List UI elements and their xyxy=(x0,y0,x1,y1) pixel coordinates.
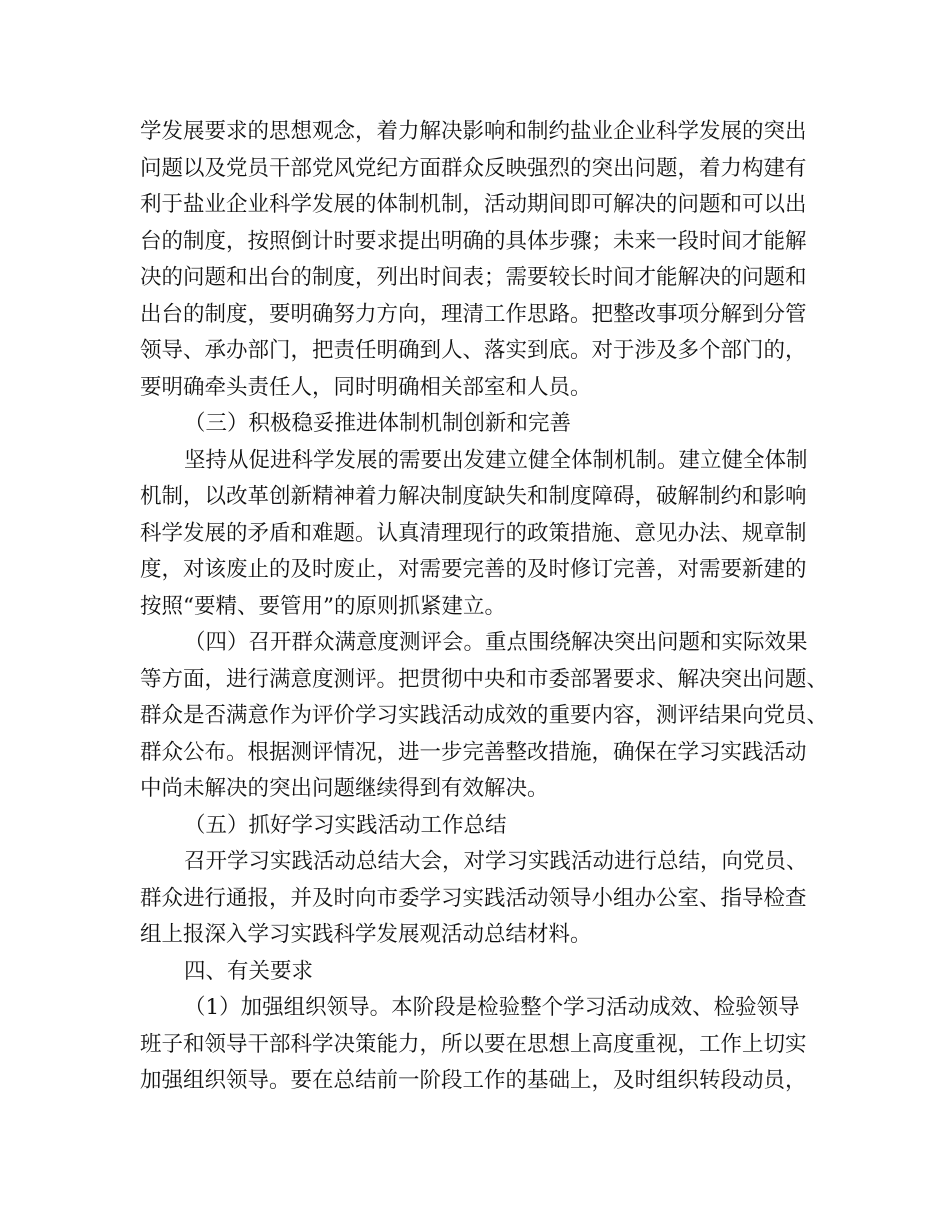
text-line: 领导、承办部门，把责任明确到人、落实到底。对于涉及多个部门的， xyxy=(140,338,807,363)
text-line: 组上报深入学习实践科学发展观活动总结材料。 xyxy=(140,922,592,947)
paragraph-institutions xyxy=(140,443,830,626)
text-line: 问题以及党员干部党风党纪方面群众反映强烈的突出问题，着力构建有 xyxy=(140,155,807,181)
text-line: （四）召开群众满意度测评会。重点围绕解决突出问题和实际效果 xyxy=(184,630,808,655)
text-line: 召开学习实践活动总结大会，对学习实践活动进行总结，向党员、 xyxy=(184,849,808,874)
text-line: 出台的制度，要明确努力方向，理清工作思路。把整改事项分解到分管 xyxy=(140,301,807,327)
text-line: 度，对该废止的及时废止，对需要完善的及时修订完善，对需要新建的 xyxy=(140,557,807,582)
paragraph-leadership xyxy=(140,990,830,1100)
text-line: 机制，以改革创新精神着力解决制度缺失和制度障碍，破解制约和影响 xyxy=(140,484,807,509)
text-line: 群众进行通报，并及时向市委学习实践活动领导小组办公室、指导检查 xyxy=(140,885,807,911)
text-line: 科学发展的矛盾和难题。认真清理现行的政策措施、意见办法、规章制 xyxy=(140,520,807,546)
text-line: （1）加强组织领导。本阶段是检验整个学习活动成效、检验领导 xyxy=(184,995,800,1020)
text-line: 台的制度，按照倒计时要求提出明确的具体步骤；未来一段时间才能解 xyxy=(140,228,807,254)
heading-line: 四、有关要求 xyxy=(184,958,314,984)
text-line: 等方面，进行满意度测评。把贯彻中央和市委部署要求、解决突出问题、 xyxy=(140,666,829,692)
section-heading-requirements xyxy=(140,954,830,991)
text-line: 坚持从促进科学发展的需要出发建立健全体制机制。建立健全体制 xyxy=(184,447,808,473)
text-line: 加强组织领导。要在总结前一阶段工作的基础上，及时组织转段动员， xyxy=(140,1068,807,1093)
heading-line: （三）积极稳妥推进体制机制创新和完善 xyxy=(184,411,572,436)
paragraph-satisfaction xyxy=(140,625,830,808)
text-line: 利于盐业企业科学发展的体制机制，活动期间即可解决的问题和可以出 xyxy=(140,192,807,217)
text-line: 按照“要精、要管用”的原则抓紧建立。 xyxy=(140,593,506,619)
text-line: 中尚未解决的突出问题继续得到有效解决。 xyxy=(140,776,549,801)
section-heading-5 xyxy=(140,808,830,845)
text-line: 群众公布。根据测评情况，进一步完善整改措施，确保在学习实践活动 xyxy=(140,739,807,765)
text-line: 学发展要求的思想观念，着力解决影响和制约盐业企业科学发展的突出 xyxy=(140,119,807,144)
heading-line: （五）抓好学习实践活动工作总结 xyxy=(184,812,507,838)
document-page xyxy=(140,114,830,1100)
text-line: 要明确牵头责任人，同时明确相关部室和人员。 xyxy=(140,374,592,400)
paragraph-continuation xyxy=(140,114,830,406)
text-line: 决的问题和出台的制度，列出时间表；需要较长时间才能解决的问题和 xyxy=(140,265,807,290)
text-line: 班子和领导干部科学决策能力，所以要在思想上高度重视，工作上切实 xyxy=(140,1031,807,1057)
paragraph-summary xyxy=(140,844,830,954)
text-line: 群众是否满意作为评价学习实践活动成效的重要内容，测评结果向党员、 xyxy=(140,703,829,728)
section-heading-3 xyxy=(140,406,830,443)
